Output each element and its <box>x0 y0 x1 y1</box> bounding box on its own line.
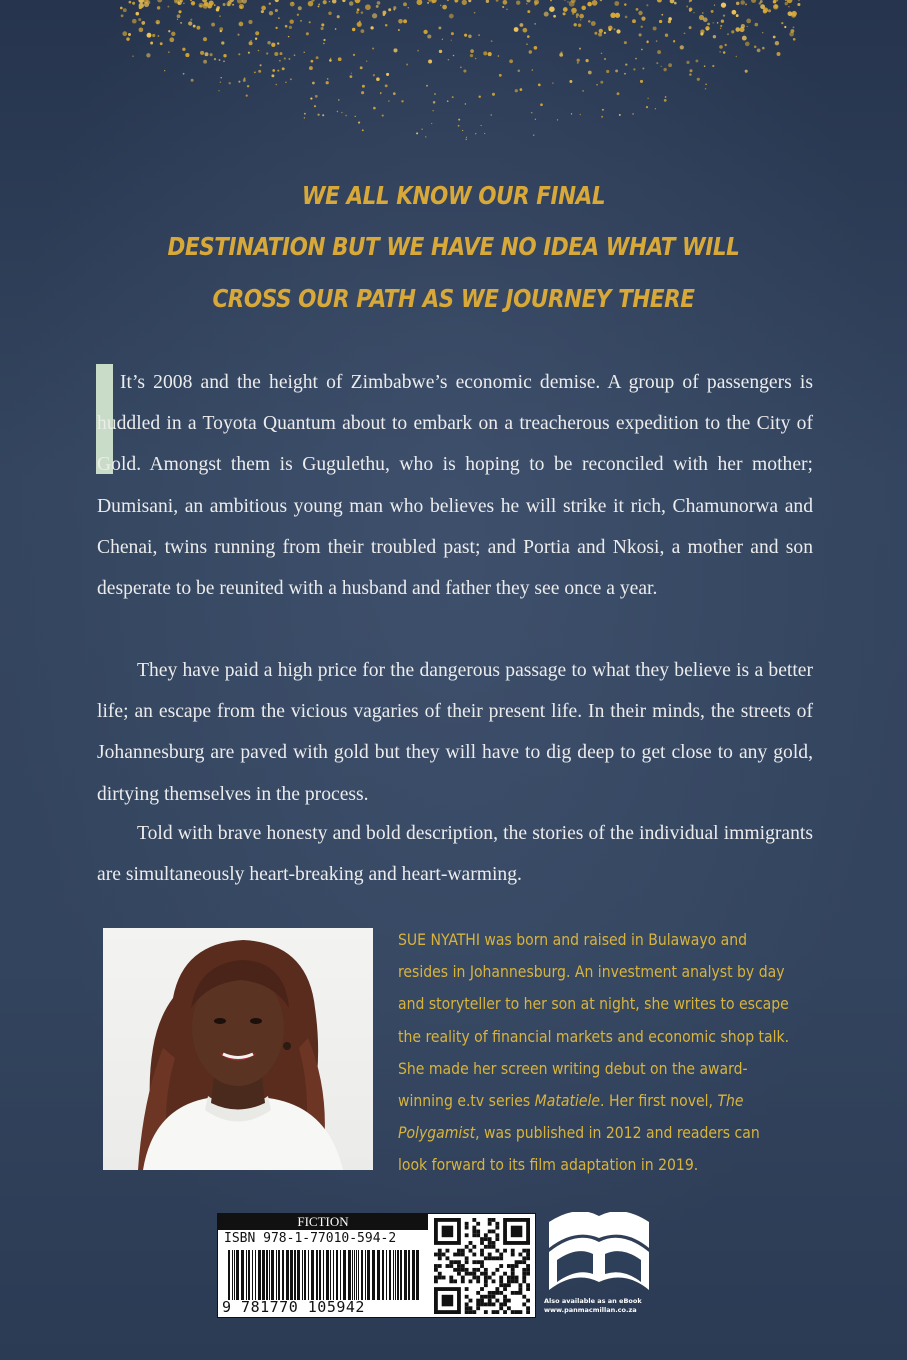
author-bio <box>398 924 790 1182</box>
gold-sparkle-decoration <box>0 0 907 150</box>
tagline-line-2: DESTINATION BUT WE HAVE NO IDEA WHAT WILL <box>167 232 740 261</box>
publisher-logo <box>547 1212 651 1294</box>
barcode-graphic <box>224 1250 424 1300</box>
qr-code <box>434 1218 530 1314</box>
isbn-text: ISBN 978-1-77010-594-2 <box>224 1231 397 1246</box>
tagline-line-1: WE ALL KNOW OUR FINAL <box>301 181 606 210</box>
series-title: Matatiele <box>534 1092 601 1111</box>
genre-label: FICTION <box>218 1214 428 1230</box>
blurb-paragraph-1: It’s 2008 and the height of Zimbabwe’s economic demise. A group of passengers is huddled in a Toyota Quantum about to embark on a treacherous expedition to the City of Gold. Amongst them is Gugulethu, who is hoping to be reconciled with her mother; Dumisani, an ambitious young man who believes he will strike it rich, Chamunorwa and Chenai, twins running from their troubled past; and Portia and Nkosi, a mother and son desperate to be reunited with a husband and father they see once a year. <box>97 372 813 600</box>
author-photo <box>103 928 373 1170</box>
ebook-availability: Also available as an eBook <box>544 1297 642 1305</box>
author-bio-part-3: , was published in 2012 and readers can look forward to its film adaptation in 2019. <box>398 1124 760 1175</box>
author-bio-part-2: . Her first novel, <box>600 1092 718 1111</box>
author-bio-part-1: SUE NYATHI was born and raised in Bulawayo and resides in Johannesburg. An investment analyst by day and storyteller to her son at night, she writes to escape the reality of financial markets and economic shop talk. She made her screen writing debut on the award-winning e.tv series <box>398 931 790 1111</box>
tagline-line-3: CROSS OUR PATH AS WE JOURNEY THERE <box>212 284 695 313</box>
publisher-url: www.panmacmillan.co.za <box>544 1306 637 1314</box>
ebook-note <box>544 1297 664 1315</box>
novel-title: The Polygamist <box>398 1092 744 1143</box>
barcode-digits: 9 781770 105942 <box>222 1298 365 1316</box>
blurb-paragraph-2: They have paid a high price for the dangerous passage to what they believe is a better life; an escape from the vicious vagaries of their present life. In their minds, the streets of Johannesburg are paved with gold but they will have to dig deep to get close to any gold, dirtying themselves in the process. <box>97 660 813 805</box>
blurb-paragraph-3: Told with brave honesty and bold description, the stories of the individual immigrants are simultaneously heart-breaking and heart-warming. <box>97 823 813 886</box>
barcode-panel <box>217 1213 536 1318</box>
